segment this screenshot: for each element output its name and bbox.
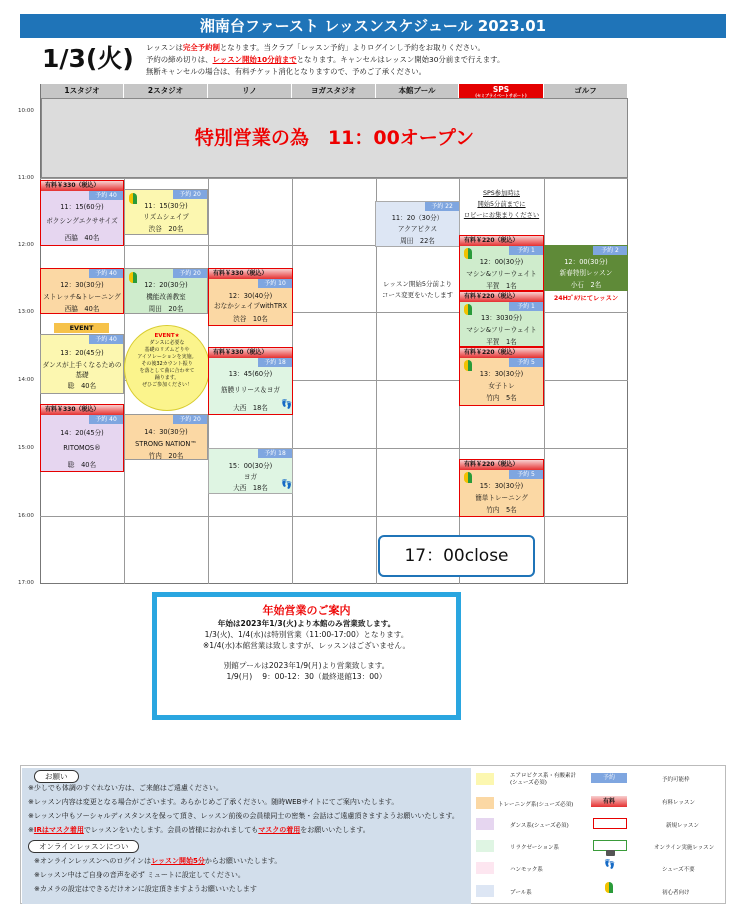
col-golf: ゴルフ — [544, 84, 628, 98]
beginner-icon — [605, 882, 613, 893]
lesson-sps-machine-2[interactable]: 有料￥220（税込） 予約 1 13：3030分) マシン&フリーウェイト 平賀 1名 — [459, 291, 544, 347]
lesson-strong-nation[interactable]: 予約 20 14：30(30分) STRONG NATION™ 竹内 20名 — [124, 414, 208, 460]
legend-hammock: ハンモック系 — [510, 867, 543, 873]
col-sps: SPS (セミプライベートサポート) — [459, 84, 544, 98]
time-label: 17:00 — [18, 580, 34, 586]
legend-paid-tag: 有料 — [591, 796, 627, 807]
note-line-2: 予約の締め切りは、レッスン開始10分前までとなります。キャンセルはレッスン開始30分前まで行えます。 — [146, 55, 505, 64]
lesson-yoga[interactable]: 予約 18 15：00(30分) ヨガ 大西 18名 👣 — [208, 448, 293, 494]
event-tag: EVENT — [54, 323, 109, 333]
lesson-fascia-yoga[interactable]: 有料￥330（税込） 予約 18 13：45(60分) 筋膜リリース＆ヨガ 大西 18名 👣 — [208, 347, 293, 415]
legend-dance: ダンス系(シューズ必須) — [510, 823, 569, 829]
special-opening-banner: 特別営業の為 11：00オープン — [41, 98, 628, 178]
lesson-rhythm-shape[interactable]: 予約 20 11：15(30分) リズムシェイプ 渋谷 20名 — [124, 189, 208, 235]
barefoot-icon: 👣 — [604, 860, 616, 870]
lesson-stretch[interactable]: 予約 40 12：30(30分) ストレッチ&トレーニング 西脇 40名 — [40, 268, 124, 314]
barefoot-icon: 👣 — [281, 480, 293, 490]
notices-panel: お願い ※少しでも体調のすぐれない方は、ご来館はご遠慮ください。 ※レッスン内容は変更となる場合がございます。あらかじめご了承ください。随時WEBサイトにてご案内いたします。 ※レッスン中もソーシャルディスタンスを保って頂き、レッスン前後の会員様同士の密集・会話はご遠慮頂きますようお願いいたします。 ※IRはマスク着用でレッスンをいたします。会員の皆様におかれましてもマスクの着用をお願いいたします。 オンラインレッスンについ ※オンラインレッスンへのログインはレッスン開始5分からお願いいたします。 ※レッスン中はご自身の音声を必ず ミュートに設定してください。 ※カメラの設定はできるだけオンに設定頂きますようお願いいたします — [22, 768, 471, 904]
col-pool: 本館プール — [376, 84, 459, 98]
time-label: 11:00 — [18, 175, 34, 181]
note-line-1: レッスンは完全予約制となります。当クラブ「レッスン予約」よりログインし予約をお取りください。 — [146, 43, 485, 52]
legend-reserve-tag: 予約 — [591, 773, 627, 783]
lesson-trx[interactable]: 有料￥330（税込） 予約 10 12：30(40分) おなかシェイプwithTRX 渋谷 10名 — [208, 268, 293, 326]
note-line-3: 無断キャンセルの場合は、有料チケット消化となりますので、予めご了承ください。 — [146, 67, 427, 76]
legend-aerobics: エアロビクス系・有酸素計 (シューズ必須) — [510, 773, 576, 786]
col-reno: リノ — [208, 84, 292, 98]
legend-training: トレーニング系(シューズ必須) — [498, 802, 574, 808]
schedule-date: 1/3(火) — [42, 44, 134, 73]
closing-time: 17：00close — [378, 535, 535, 577]
time-label: 13:00 — [18, 309, 34, 315]
lesson-sps-simple-training[interactable]: 有料￥220（税込） 予約 5 15：30(30分) 簡単トレーニング 竹内 5名 — [459, 459, 544, 517]
time-label: 10:00 — [18, 108, 34, 114]
online-title: オンラインレッスンについ — [28, 840, 139, 853]
legend-relax: リラクゼーション系 — [510, 845, 560, 851]
col-yoga: ヨガスタジオ — [292, 84, 376, 98]
page-title: 湘南台ファースト レッスンスケジュール 2023.01 — [20, 14, 726, 38]
barefoot-icon: 👣 — [281, 400, 293, 410]
time-label: 12:00 — [18, 242, 34, 248]
golf-note: 24Hｺﾞﾙﾌにてレッスン — [553, 295, 619, 302]
lesson-ritomos[interactable]: 有料￥330（税込） 予約 40 14：20(45分) RITOMOS® 聡 40名 — [40, 404, 124, 472]
lesson-sps-joshi[interactable]: 有料￥220（税込） 予約 5 13：30(30分) 女子トレ 竹内 5名 — [459, 347, 544, 406]
lesson-dance-basics[interactable]: 予約 40 13：20(45分) ダンスが上手くなるための 基礎 聡 40名 — [40, 334, 124, 394]
lesson-aquabics[interactable]: 予約 22 11：20（30分） アクアビクス 周田 22名 — [375, 201, 460, 247]
lesson-boxing[interactable]: 有料￥330（税込） 予約 40 11：15(60分) ボクシングエクササイズ 西脇 40名 — [40, 180, 124, 246]
lesson-function-class[interactable]: 予約 20 12：20(30分) 機能改善教室 周田 20名 — [124, 268, 208, 314]
time-label: 14:00 — [18, 377, 34, 383]
time-label: 16:00 — [18, 513, 34, 519]
camera-icon — [593, 840, 627, 851]
sps-note: SPS参加時は 開始5分前までに ロビーにお集まりください — [463, 190, 540, 219]
col-studio1: 1スタジオ — [41, 84, 124, 98]
legend-pool: プール系 — [510, 890, 532, 896]
legend-new-box — [593, 818, 627, 829]
pool-course-note: レッスン開始5分前より コース変更をいたします — [381, 280, 454, 299]
col-studio2: 2スタジオ — [124, 84, 208, 98]
lesson-golf-newyear[interactable]: 予約 2 12：00(30分) 新春特別レッスン 小石 2名 — [544, 245, 628, 291]
newyear-notice: 年始営業のご案内 年始は2023年1/3(火)より本館のみ営業致します。 1/3(火)、1/4(水)は特別営業（11:00-17:00）となります。 ※1/4(水)本館営業は致しますが、レッスンはございません。 別館プールは2023年1/9(月)より営業致します。 1/9(月) 9：00-12：30（最終退館13：00） — [152, 592, 461, 720]
event-bubble: EVENT★ ダンスに必要な 基礎のリズムどりや アイソレーションを実施。 その後32カウント振り を落として曲に合わせて 踊ります。 ぜひご参加ください！ — [124, 325, 210, 411]
time-label: 15:00 — [18, 445, 34, 451]
lesson-sps-machine-1[interactable]: 有料￥220（税込） 予約 1 12：00(30分) マシン&フリーウェイト 平賀 1名 — [459, 235, 544, 291]
notice-title: お願い — [34, 770, 79, 783]
